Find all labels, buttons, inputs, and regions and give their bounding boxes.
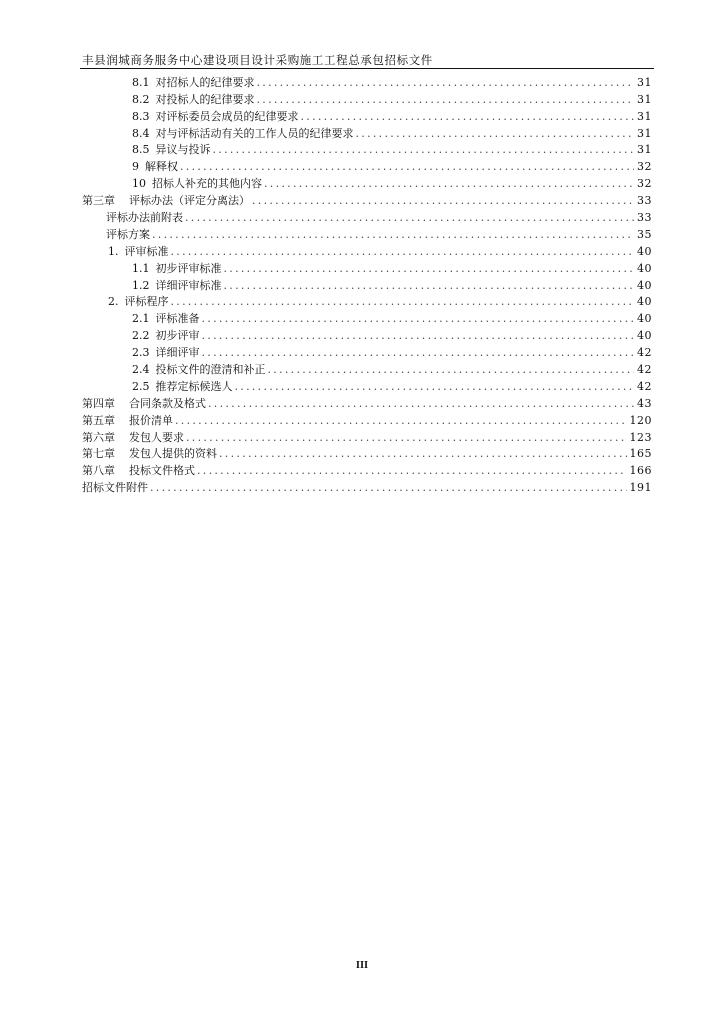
toc-dot-leader bbox=[202, 313, 635, 324]
toc-entry-title: 发包人要求 bbox=[129, 430, 184, 444]
toc-entry-label bbox=[82, 398, 208, 409]
toc-entry-label bbox=[106, 229, 152, 240]
toc-entry[interactable] bbox=[82, 88, 652, 105]
toc-entry[interactable] bbox=[82, 223, 652, 240]
toc-entry-page-number: 40 bbox=[637, 329, 652, 343]
toc-entry-title: 招标人补充的其他内容 bbox=[152, 177, 262, 191]
toc-entry[interactable] bbox=[82, 71, 652, 88]
toc-entry-page-number: 42 bbox=[637, 346, 652, 360]
toc-dot-leader bbox=[257, 94, 635, 105]
toc-entry-label bbox=[132, 347, 202, 358]
toc-entry-number: 8.2 bbox=[132, 92, 150, 106]
toc-entry-number: 第五章 bbox=[82, 413, 115, 427]
toc-dot-leader bbox=[224, 280, 635, 291]
toc-entry[interactable] bbox=[82, 459, 652, 476]
toc-entry-label bbox=[132, 94, 257, 105]
toc-entry-title: 投标文件格式 bbox=[129, 464, 195, 478]
toc-entry-page-number: 166 bbox=[629, 464, 652, 478]
toc-entry-number: 9 bbox=[132, 160, 139, 174]
toc-dot-leader bbox=[356, 128, 635, 139]
toc-entry-title: 报价清单 bbox=[129, 413, 173, 427]
toc-entry[interactable] bbox=[82, 105, 652, 122]
toc-dot-leader bbox=[202, 330, 635, 341]
toc-entry-number: 10 bbox=[132, 177, 146, 191]
toc-entry-title: 评审标准 bbox=[124, 244, 169, 258]
toc-entry[interactable] bbox=[82, 291, 652, 308]
toc-dot-leader bbox=[301, 111, 635, 122]
toc-entry-page-number: 40 bbox=[637, 295, 652, 309]
toc-entry-label bbox=[82, 432, 186, 443]
toc-entry-title: 发包人提供的资料 bbox=[129, 447, 217, 461]
toc-entry-page-number: 31 bbox=[637, 109, 652, 123]
toc-dot-leader bbox=[171, 246, 635, 257]
toc-entry[interactable] bbox=[82, 409, 652, 426]
toc-dot-leader bbox=[213, 144, 635, 155]
toc-entry-label bbox=[132, 144, 213, 155]
toc-dot-leader bbox=[235, 381, 635, 392]
toc-entry[interactable] bbox=[82, 358, 652, 375]
toc-entry-label bbox=[82, 465, 197, 476]
toc-dot-leader bbox=[186, 432, 627, 443]
toc-entry-page-number: 40 bbox=[637, 312, 652, 326]
toc-entry-number: 第六章 bbox=[82, 430, 115, 444]
toc-dot-leader bbox=[185, 212, 634, 223]
toc-entry-number: 8.1 bbox=[132, 75, 150, 89]
toc-entry-title: 评标办法前附表 bbox=[106, 211, 183, 225]
toc-entry-label bbox=[106, 212, 185, 223]
toc-entry-label bbox=[132, 161, 180, 172]
toc-entry-number: 2.2 bbox=[132, 329, 150, 343]
toc-entry-number: 2.3 bbox=[132, 346, 150, 360]
toc-entry-page-number: 42 bbox=[637, 379, 652, 393]
toc-entry-page-number: 32 bbox=[637, 177, 652, 191]
toc-entry-page-number: 165 bbox=[629, 447, 652, 461]
toc-entry-number: 2.4 bbox=[132, 363, 150, 377]
toc-entry-label bbox=[82, 415, 175, 426]
toc-entry-title: 合同条款及格式 bbox=[129, 396, 206, 410]
toc-entry-label bbox=[82, 195, 252, 206]
toc-entry-page-number: 43 bbox=[637, 396, 652, 410]
toc-entry-label bbox=[132, 364, 268, 375]
toc-entry-page-number: 35 bbox=[637, 227, 652, 241]
toc-entry-title: 推荐定标候选人 bbox=[155, 379, 233, 393]
toc-entry-label bbox=[132, 330, 202, 341]
toc-entry-number: 第三章 bbox=[82, 194, 115, 208]
toc-entry-page-number: 31 bbox=[637, 75, 652, 89]
toc-entry-number: 2.5 bbox=[132, 379, 150, 393]
toc-entry-title: 初步评审标准 bbox=[155, 261, 222, 275]
toc-entry-title: 对评标委员会成员的纪律要求 bbox=[155, 109, 299, 123]
toc-entry-title: 招标文件附件 bbox=[82, 481, 148, 495]
toc-entry-page-number: 40 bbox=[637, 261, 652, 275]
toc-entry-label bbox=[132, 313, 202, 324]
toc-entry-title: 评标办法（评定分离法） bbox=[129, 194, 250, 208]
toc-entry-title: 评标准备 bbox=[155, 312, 200, 326]
toc-entry[interactable] bbox=[82, 476, 652, 493]
toc-entry-title: 投标文件的澄清和补正 bbox=[155, 363, 266, 377]
toc-entry-number: 1.2 bbox=[132, 278, 150, 292]
toc-entry[interactable] bbox=[82, 240, 652, 257]
toc-entry[interactable] bbox=[82, 257, 652, 274]
toc-entry-label bbox=[132, 263, 224, 274]
toc-dot-leader bbox=[197, 465, 627, 476]
toc-entry-title: 异议与投诉 bbox=[155, 143, 211, 157]
toc-entry-number: 8.4 bbox=[132, 126, 150, 140]
toc-dot-leader bbox=[175, 415, 627, 426]
toc-entry[interactable] bbox=[82, 139, 652, 156]
toc-entry-number: 第八章 bbox=[82, 464, 115, 478]
toc-entry-page-number: 123 bbox=[629, 430, 652, 444]
toc-entry[interactable] bbox=[82, 172, 652, 189]
toc-entry-number: 第四章 bbox=[82, 396, 115, 410]
toc-entry-page-number: 191 bbox=[629, 481, 652, 495]
toc-dot-leader bbox=[224, 263, 635, 274]
toc-dot-leader bbox=[180, 161, 634, 172]
toc-entry[interactable] bbox=[82, 443, 652, 460]
toc-entry-page-number: 31 bbox=[637, 92, 652, 106]
toc-dot-leader bbox=[171, 296, 635, 307]
toc-entry-page-number: 31 bbox=[637, 143, 652, 157]
toc-entry-page-number: 33 bbox=[637, 194, 652, 208]
toc-entry-title: 对与评标活动有关的工作人员的纪律要求 bbox=[155, 126, 354, 140]
toc-dot-leader bbox=[150, 482, 627, 493]
toc-entry-title: 评标程序 bbox=[124, 295, 169, 309]
toc-entry-title: 详细评审 bbox=[155, 346, 200, 360]
footer-page-number: III bbox=[355, 960, 369, 971]
toc-entry-number: 8.5 bbox=[132, 143, 150, 157]
toc-entry-label bbox=[108, 296, 171, 307]
toc-entry-page-number: 42 bbox=[637, 363, 652, 377]
toc-entry[interactable] bbox=[82, 307, 652, 324]
toc-entry-number: 1. bbox=[108, 244, 119, 258]
header-rule bbox=[80, 68, 654, 69]
toc-entry-page-number: 40 bbox=[637, 244, 652, 258]
toc-entry-title: 解释权 bbox=[145, 160, 178, 174]
document-header-title: 丰县润城商务服务中心建设项目设计采购施工工程总承包招标文件 bbox=[82, 53, 433, 67]
toc-entry-label bbox=[82, 448, 219, 459]
toc-entry-label bbox=[82, 482, 150, 493]
toc-entry[interactable] bbox=[82, 274, 652, 291]
toc-entry-title: 详细评审标准 bbox=[155, 278, 222, 292]
toc-entry-label bbox=[108, 246, 171, 257]
toc-dot-leader bbox=[202, 347, 635, 358]
toc-dot-leader bbox=[252, 195, 634, 206]
toc-entry[interactable] bbox=[82, 122, 652, 139]
toc-entry[interactable] bbox=[82, 324, 652, 341]
toc-entry[interactable] bbox=[82, 341, 652, 358]
toc-entry-page-number: 120 bbox=[629, 413, 652, 427]
toc-entry-number: 1.1 bbox=[132, 261, 150, 275]
toc-entry-page-number: 40 bbox=[637, 278, 652, 292]
toc-entry-label bbox=[132, 381, 235, 392]
toc-entry-label bbox=[132, 178, 264, 189]
toc-entry[interactable] bbox=[82, 189, 652, 206]
toc-entry[interactable] bbox=[82, 426, 652, 443]
toc-dot-leader bbox=[219, 448, 627, 459]
toc-entry-label bbox=[132, 77, 257, 88]
toc-entry-number: 8.3 bbox=[132, 109, 150, 123]
toc-entry-title: 初步评审 bbox=[155, 329, 200, 343]
toc-entry-label bbox=[132, 280, 224, 291]
toc-entry-number: 2.1 bbox=[132, 312, 150, 326]
table-of-contents bbox=[82, 71, 652, 493]
toc-entry[interactable] bbox=[82, 155, 652, 172]
toc-dot-leader bbox=[264, 178, 634, 189]
toc-entry-label bbox=[132, 128, 356, 139]
toc-entry-title: 评标方案 bbox=[106, 227, 150, 241]
toc-dot-leader bbox=[208, 398, 634, 409]
toc-entry-title: 对招标人的纪律要求 bbox=[155, 75, 255, 89]
toc-dot-leader bbox=[152, 229, 634, 240]
toc-entry-title: 对投标人的纪律要求 bbox=[155, 92, 255, 106]
toc-dot-leader bbox=[257, 77, 635, 88]
toc-entry-page-number: 32 bbox=[637, 160, 652, 174]
toc-entry-number: 第七章 bbox=[82, 447, 115, 461]
toc-entry[interactable] bbox=[82, 375, 652, 392]
toc-entry-number: 2. bbox=[108, 295, 119, 309]
toc-entry-label bbox=[132, 111, 301, 122]
toc-entry[interactable] bbox=[82, 206, 652, 223]
toc-entry-page-number: 31 bbox=[637, 126, 652, 140]
toc-dot-leader bbox=[268, 364, 635, 375]
toc-entry-page-number: 33 bbox=[637, 211, 652, 225]
toc-entry[interactable] bbox=[82, 392, 652, 409]
